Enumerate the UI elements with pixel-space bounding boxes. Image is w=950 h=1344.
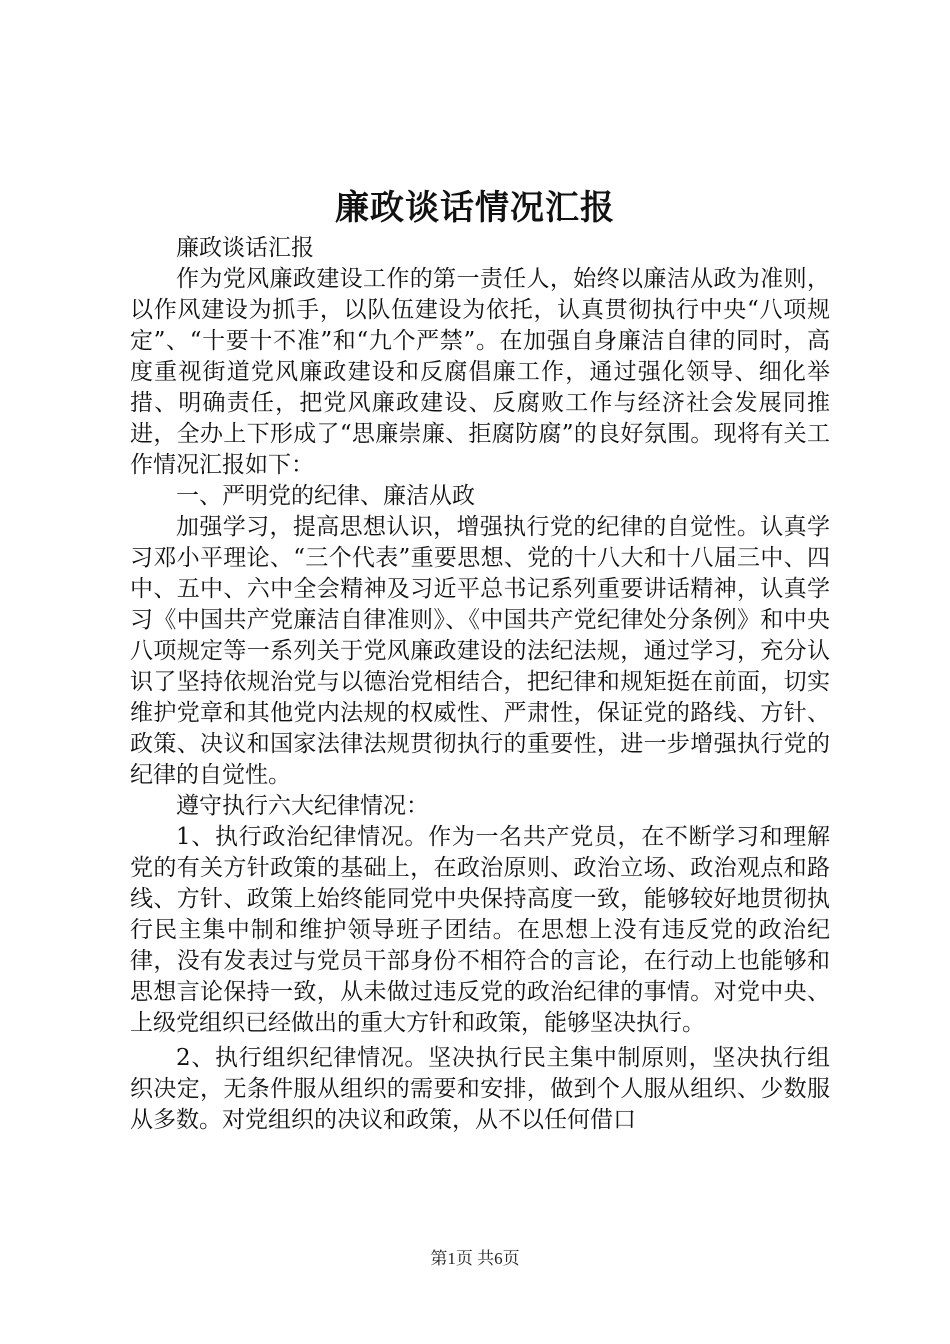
political-discipline-paragraph: 1、执行政治纪律情况。作为一名共产党员，在不断学习和理解党的有关方针政策的基础上，在政治原则、政治立场、政治观点和路线、方针、政策上始终能同党中央保持高度一致，能够较好地贯彻执行民主集中制和维护领导班子团结。在思想上没有违反党的政治纪律，没有发表过与党员干部身份不相符合的言论，在行动上也能够和思想言论保持一致，从未做过违反党的政治纪律的事情。对党中央、上级党组织已经做出的重大方针和政策，能够坚决执行。 (130, 824, 830, 1036)
subtitle-paragraph: 廉政谈话汇报 (176, 235, 314, 261)
section-heading-1: 一、严明党的纪律、廉洁从政 (176, 483, 475, 509)
document-body (130, 233, 830, 1136)
page-footer: 第1页 共6页 (430, 1249, 520, 1268)
study-paragraph: 加强学习，提高思想认识，增强执行党的纪律的自觉性。认真学习邓小平理论、“三个代表”重要思想、党的十八大和十八届三中、四中、五中、六中全会精神及习近平总书记系列重要讲话精神，认真学习《中国共产党廉洁自律准则》、《中国共产党纪律处分条例》和中央八项规定等一系列关于党风廉政建设的法纪法规，通过学习，充分认识了坚持依规治党与以德治党相结合，把纪律和规矩挺在前面，切实维护党章和其他党内法规的权威性、严肃性，保证党的路线、方针、政策、决议和国家法律法规贯彻执行的重要性，进一步增强执行党的纪律的自觉性。 (130, 514, 830, 788)
organizational-discipline-paragraph: 2、执行组织纪律情况。坚决执行民主集中制原则，坚决执行组织决定，无条件服从组织的需要和安排，做到个人服从组织、少数服从多数。对党组织的决议和政策，从不以任何借口 (130, 1045, 830, 1133)
document-title: 廉政谈话情况汇报 (335, 188, 615, 228)
intro-paragraph: 作为党风廉政建设工作的第一责任人，始终以廉洁从政为准则，以作风建设为抓手，以队伍建设为依托，认真贯彻执行中央“八项规定”、“十要十不准”和“九个严禁”。在加强自身廉洁自律的同时，高度重视街道党风廉政建设和反腐倡廉工作，通过强化领导、细化举措、明确责任，把党风廉政建设、反腐败工作与经济社会发展同推进，全办上下形成了“思廉崇廉、拒腐防腐”的良好氛围。现将有关工作情况汇报如下： (130, 266, 830, 478)
discipline-heading: 遵守执行六大纪律情况： (176, 793, 429, 819)
